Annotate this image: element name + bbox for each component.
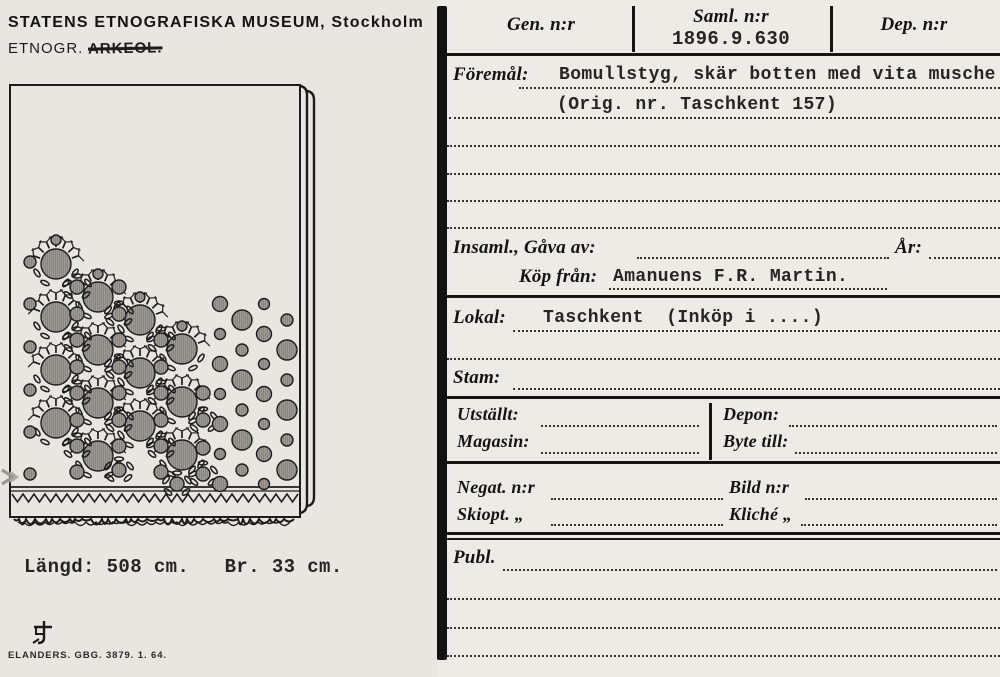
- byte-till-line: [795, 452, 997, 454]
- header-divider-2: [830, 6, 833, 52]
- section-rule: [447, 396, 1000, 399]
- left-panel: [0, 0, 437, 677]
- bild-nr-line: [805, 498, 997, 500]
- depon-line: [789, 425, 997, 427]
- foremal-value: Bomullstyg, skär botten med vita musche: [559, 65, 996, 85]
- kliche-line: [801, 524, 997, 526]
- dep-nr-label: Dep. n:r: [880, 14, 948, 35]
- insaml-label: Insaml., Gåva av:: [453, 237, 596, 258]
- publ-line: [503, 569, 997, 571]
- skiopt-line: [551, 524, 723, 526]
- lokal-label: Lokal:: [453, 307, 506, 328]
- catalog-card-form: [437, 0, 1000, 677]
- depon-label: Depon:: [723, 404, 780, 424]
- section-rule: [447, 461, 1000, 464]
- printer-imprint: ELANDERS. GBG. 3879. 1. 64.: [8, 650, 167, 661]
- foremal-label: Föremål:: [453, 64, 529, 85]
- dept-arkeol-struck-label: ARKEOL.: [87, 39, 163, 58]
- section-rule: [447, 295, 1000, 298]
- sheet-edge-2: [300, 86, 307, 513]
- magasin-label: Magasin:: [457, 431, 530, 451]
- lokal-value: Taschkent (Inköp i ....): [543, 308, 824, 328]
- blank-line: [447, 173, 1000, 175]
- stam-label: Stam:: [453, 367, 501, 388]
- foremal-line-1: [519, 87, 1000, 89]
- blank-line: [447, 145, 1000, 147]
- header-rule: [447, 53, 1000, 56]
- ar-line: [929, 257, 1000, 259]
- blank-line: [447, 227, 1000, 229]
- column-divider: [709, 403, 712, 460]
- kop-fran-line: [609, 288, 887, 290]
- kop-fran-label: Köp från:: [519, 266, 598, 287]
- dimensions-caption: Längd: 508 cm. Br. 33 cm.: [24, 556, 343, 578]
- saml-nr-value: 1896.9.630: [671, 28, 791, 50]
- blank-line: [447, 200, 1000, 202]
- insaml-line: [637, 257, 889, 259]
- foremal-value-2: (Orig. nr. Taschkent 157): [557, 95, 838, 115]
- blank-line: [447, 358, 1000, 360]
- textile-sketch: [8, 82, 324, 552]
- lokal-line: [513, 330, 1000, 332]
- kop-fran-value: Amanuens F.R. Martin.: [613, 267, 849, 287]
- zigzag-border: [12, 494, 298, 502]
- fringe-detail: [18, 522, 290, 526]
- double-rule-bottom: [447, 538, 1000, 540]
- foremal-line-2: [449, 117, 1000, 119]
- blank-line: [447, 627, 1000, 629]
- saml-nr-label: Saml. n:r: [693, 6, 769, 27]
- kliche-label: Kliché „: [729, 504, 793, 524]
- negat-nr-line: [551, 498, 723, 500]
- byte-till-label: Byte till:: [723, 431, 789, 451]
- utstallt-label: Utställt:: [457, 404, 519, 424]
- blank-line: [447, 655, 1000, 657]
- museum-title: STATENS ETNOGRAFISKA MUSEUM, Stockholm: [8, 14, 424, 31]
- magasin-line: [541, 452, 699, 454]
- elanders-monogram-icon: [30, 618, 56, 646]
- chevron-right-marker-icon: [0, 466, 22, 488]
- skiopt-label: Skiopt. „: [457, 504, 524, 524]
- utstallt-line: [541, 425, 699, 427]
- ar-label: År:: [895, 237, 922, 258]
- bild-nr-label: Bild n:r: [729, 477, 790, 497]
- double-rule-top: [447, 532, 1000, 535]
- header-divider-1: [632, 6, 635, 52]
- gen-nr-label: Gen. n:r: [506, 14, 576, 35]
- stam-line: [513, 388, 1000, 390]
- card-left-edge-bar: [437, 6, 447, 660]
- blank-line: [447, 598, 1000, 600]
- negat-nr-label: Negat. n:r: [457, 477, 535, 497]
- pattern-motifs: [24, 235, 297, 496]
- dept-etnogr-label: ETNOGR.: [8, 40, 84, 57]
- publ-label: Publ.: [453, 547, 496, 568]
